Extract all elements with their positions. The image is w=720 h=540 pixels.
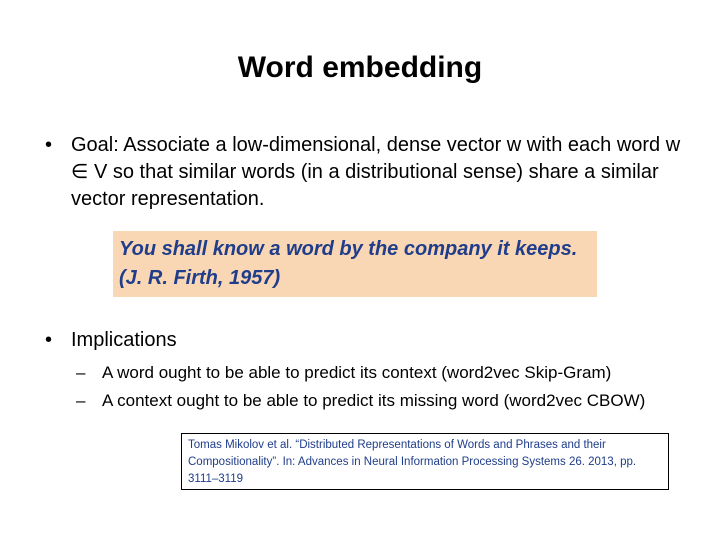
bullet-marker: • (45, 134, 53, 156)
slide-title: Word embedding (237, 51, 483, 84)
goal-bullet-text: Goal: Associate a low-dimensional, dense vector w with each word w ∈ V so that similar words (in a distributional sense) share a similar vector representation. (71, 134, 681, 210)
sub-bullet-marker: – (76, 391, 86, 410)
sub-bullet-marker: – (76, 363, 86, 382)
implications-bullet-text: Implications (71, 329, 177, 351)
sub-bullet-skip-gram (76, 361, 676, 385)
quote-attribution: (J. R. Firth, 1957) (119, 267, 281, 289)
sub-bullet-text: A context ought to be able to predict its missing word (word2vec CBOW) (102, 391, 646, 410)
goal-bullet (45, 132, 685, 214)
citation-box: Tomas Mikolov et al. “Distributed Representations of Words and Phrases and their Compositionality”. In: Advances in Neural Information Processing Systems 26. 2013, pp. 3111–3119 (181, 433, 669, 490)
implications-bullet (45, 327, 685, 355)
quote-text: You shall know a word by the company it keeps. (119, 238, 578, 260)
sub-bullet-cbow (76, 389, 676, 437)
sub-bullet-text: A word ought to be able to predict its context (word2vec Skip-Gram) (102, 363, 612, 382)
bullet-marker: • (45, 329, 53, 351)
quote-box (113, 231, 597, 297)
